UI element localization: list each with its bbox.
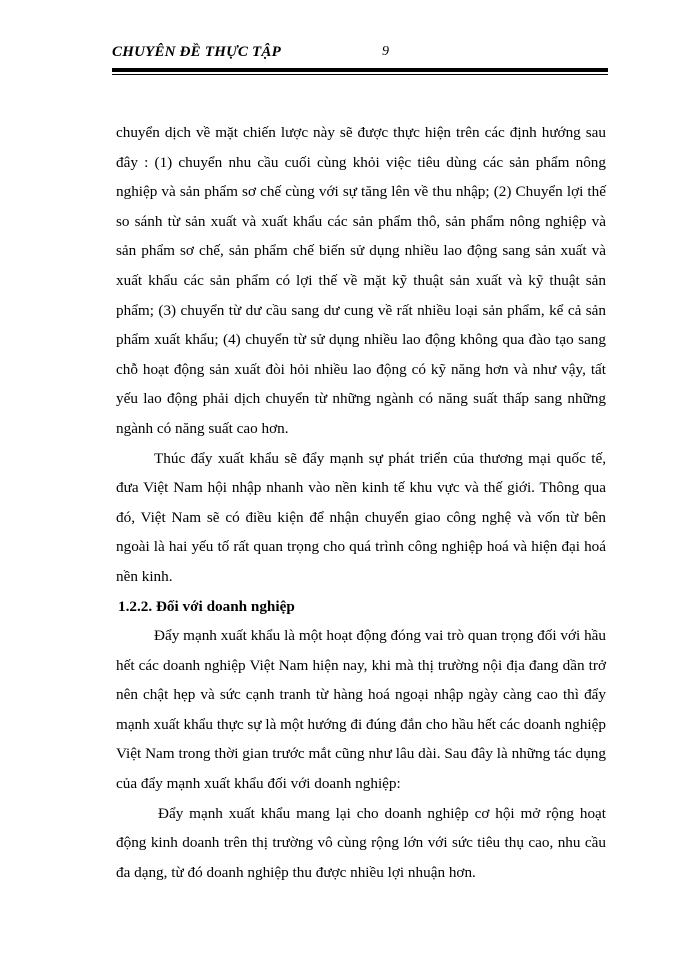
paragraph-strategic-shift: chuyển dịch về mặt chiến lược này sẽ được thực hiện trên các định hướng sau đây : (1) chuyển nhu cầu cuối cùng khỏi việc tiêu dùng các sản phẩm nông nghiệp và sản phẩm sơ chế cùng với sự tăng lên về thu nhập; (2) Chuyển lợi thế so sánh từ sản xuất và xuất khẩu các sản phẩm thô, sản phẩm nông nghiệp và sản phẩm sơ chế, sản phẩm chế biến sử dụng nhiều lao động sang sản xuất và xuất khẩu các sản phẩm có lợi thế về mặt kỹ thuật sản xuất và kỹ thuật sản phẩm; (3) chuyển từ dư cầu sang dư cung về rất nhiều loại sản phẩm, kể cả sản phẩm xuất khẩu; (4) chuyển từ sử dụng nhiều lao động không qua đào tạo sang chỗ hoạt động sản xuất đòi hỏi nhiều lao động có kỹ năng hơn và như vậy, tất yếu lao động phải dịch chuyển từ những ngành có năng suất thấp sang những ngành có năng suất cao hơn. (116, 124, 606, 437)
paragraph-export-promotion: Thúc đẩy xuất khẩu sẽ đẩy mạnh sự phát triển của thương mại quốc tế, đưa Việt Nam hội nhập nhanh vào nền kinh tế khu vực và thế giới. Thông qua đó, Việt Nam sẽ có điều kiện để nhận chuyển giao công nghệ và vốn từ bên ngoài là hai yếu tố rất quan trọng cho quá trình công nghiệp hoá và hiện đại hoá nền kinh. (116, 449, 606, 585)
section-heading: 1.2.2. Đối với doanh nghiệp (118, 597, 295, 615)
paragraph-enterprise-benefit: Đẩy mạnh xuất khẩu mang lại cho doanh nghiệp cơ hội mở rộng hoạt động kinh doanh trên thị trường vô cùng rộng lớn với sức tiêu thụ cao, nhu cầu đa dạng, từ đó doanh nghiệp thu được nhiều lợi nhuận hơn. (116, 804, 606, 881)
page-header (112, 44, 608, 66)
header-title: CHUYÊN ĐỀ THỰC TẬP (112, 44, 281, 60)
paragraph-enterprise-role: Đẩy mạnh xuất khẩu là một hoạt động đóng vai trò quan trọng đối với hầu hết các doanh nghiệp Việt Nam hiện nay, khi mà thị trường nội địa đang dần trở nên chật hẹp và sức cạnh tranh từ hàng hoá ngoại nhập ngày càng cao thì đẩy mạnh xuất khẩu thực sự là một hướng đi đúng đắn cho hầu hết các doanh nghiệp Việt Nam trong thời gian trước mắt cũng như lâu dài. Sau đây là những tác dụng của đẩy mạnh xuất khẩu đối với doanh nghiệp: (116, 627, 606, 793)
header-rule-thick (112, 68, 608, 72)
page-number: 9 (382, 44, 389, 59)
document-body (116, 118, 606, 887)
header-rule-thin (112, 74, 608, 75)
